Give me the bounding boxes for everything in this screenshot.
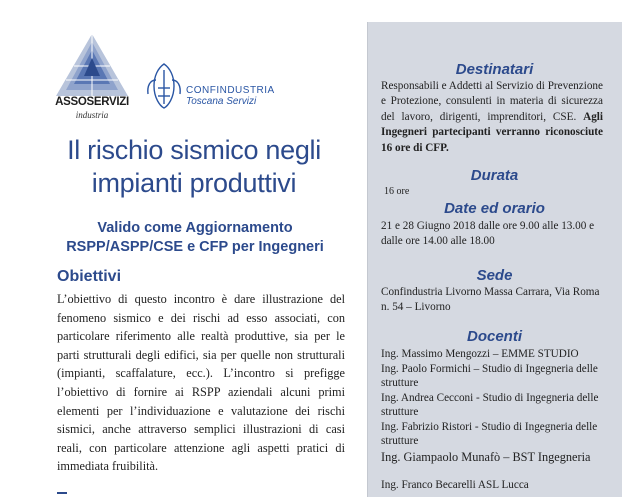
teacher-item: Ing. Andrea Cecconi - Studio di Ingegneria delle strutture bbox=[381, 392, 599, 418]
objectives-text: L’obiettivo di questo incontro è dare illustrazione del fenomeno sismico e dei rischi ad esso associati, con particolare riferimento alle realtà produttive, sia per le parti strutturali degli edifici, sia per quelle non strutturali (impianti, scaffalature, ecc.). L’incontro si prefigge l’obiettivo di fornire ai RSPP aziendali alcuni primi elementi per l’individuazione e valutazione dei rischi sismici, anche attraverso semplici illustrazioni di casi reali, con particolare attenzione agli aspetti pratici di immediata fruibilità. bbox=[57, 292, 345, 474]
recipients-cfp-note: Agli Ingegneri partecipanti verranno riconosciute 16 ore di CFP. bbox=[381, 110, 604, 154]
teacher-item: Ing. Fabrizio Ristori - Studio di Ingegneria delle strutture bbox=[381, 421, 598, 447]
assoservizi-logo bbox=[52, 32, 132, 124]
duration-heading: Durata bbox=[470, 167, 519, 184]
assoservizi-brand: ASSOSERVIZI bbox=[55, 96, 129, 108]
dates-heading: Date ed orario bbox=[444, 200, 545, 217]
teachers-heading: Docenti bbox=[466, 328, 522, 345]
confindustria-sub: Toscana Servizi bbox=[186, 96, 257, 107]
recipients-heading: Destinatari bbox=[455, 61, 534, 78]
next-heading-fragment bbox=[57, 492, 67, 494]
venue-text: Confindustria Livorno Massa Carrara, Via Roma n. 54 – Livorno bbox=[381, 286, 600, 314]
teacher-item: Ing. Massimo Mengozzi – EMME STUDIO bbox=[381, 348, 579, 360]
teacher-item: Ing. Franco Becarelli ASL Lucca bbox=[381, 479, 529, 491]
dates-text: 21 e 28 Giugno 2018 dalle ore 9.00 alle 13.00 e dalle ore 14.00 alle 18.00 bbox=[381, 220, 595, 248]
confindustria-name: CONFINDUSTRIA bbox=[186, 85, 275, 96]
teacher-item: Ing. Paolo Formichi – Studio di Ingegneria delle strutture bbox=[381, 363, 598, 389]
teacher-item: Ing. Giampaolo Munafò – BST Ingegneria bbox=[381, 450, 591, 464]
venue-heading: Sede bbox=[476, 267, 513, 284]
objectives-heading: Obiettivi bbox=[57, 268, 122, 285]
validity-line-1: Valido come Aggiornamento bbox=[97, 220, 293, 236]
title-line-1: Il rischio sismico negli bbox=[67, 135, 321, 165]
validity-note bbox=[40, 219, 350, 257]
recipients-text bbox=[381, 79, 603, 156]
assoservizi-mark-icon bbox=[52, 32, 132, 98]
confindustria-logo bbox=[144, 58, 274, 112]
duration-value: 16 ore bbox=[384, 186, 410, 197]
validity-line-2: RSPP/ASPP/CSE e CFP per Ingegneri bbox=[66, 239, 324, 255]
recipients-body: Responsabili e Addetti al Servizio di Prevenzione e Protezione, consulenti in materia di sicurezza del lavoro, dirigenti, imprenditori, CSE. bbox=[381, 80, 603, 123]
assoservizi-sub: industria bbox=[75, 110, 109, 120]
title-line-2: impianti produttivi bbox=[91, 168, 297, 198]
page-title bbox=[24, 134, 364, 200]
confindustria-eagle-icon bbox=[144, 58, 184, 112]
